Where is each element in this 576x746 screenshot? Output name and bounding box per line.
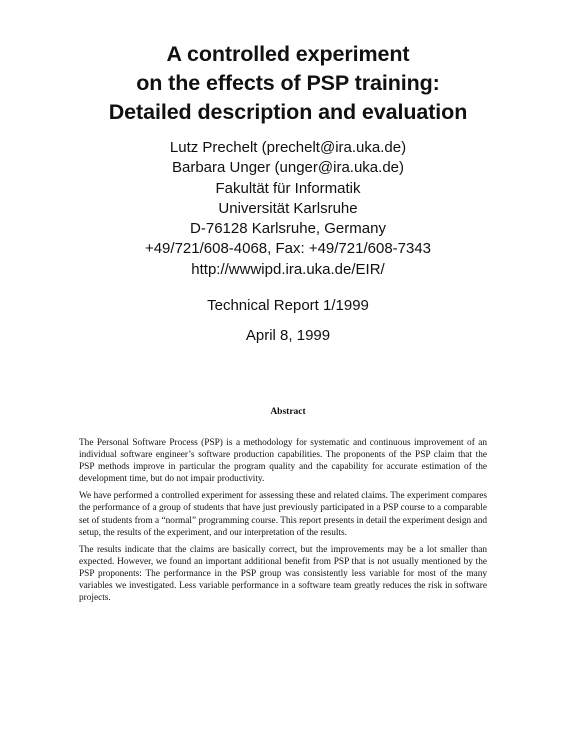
abstract-body [79,437,487,609]
abstract-paragraph-2: We have performed a controlled experiment for assessing these and related claims. The experiment compares the performance of a group of students that have just previously participated in a PSP course to a comparable set of students from a “normal” programming course. This report presents in detail the experiment design and setup, the results of the experiment, and our interpretation of the results. [79,491,487,538]
address: D-76128 Karlsruhe, Germany [190,220,386,238]
university: Universität Karlsruhe [218,199,358,217]
abstract-paragraph-1: The Personal Software Process (PSP) is a methodology for systematic and continuous improvement of an individual software engineer’s software production capabilities. The proponents of the PSP claim that the PSP methods improve in particular the program quality and the capability for accurate estimation of the development time, but do not impair productivity. [79,438,487,485]
paper-title [60,40,516,127]
abstract-paragraph-3: The results indicate that the claims are basically correct, but the improvements may be a lot smaller than expected. However, we found an important additional benefit from PSP that is not usually mentioned by the PSP proponents: The performance in the PSP group was consistently less variable for most of the many variables we investigated. Less variable performance in a software team greatly reduces the risk in software projects. [79,544,487,604]
report-date: April 8, 1999 [245,327,331,344]
abstract-heading: Abstract [270,407,306,417]
author-block [60,138,516,280]
phone-fax: +49/721/608-4068, Fax: +49/721/608-7343 [144,240,432,258]
author-prechelt: Lutz Prechelt (prechelt@ira.uka.de) [169,139,407,156]
report-number: Technical Report 1/1999 [207,297,369,314]
title-line-3: Detailed description and evaluation [108,100,468,124]
faculty: Fakultät für Informatik [215,179,361,197]
title-line-1: A controlled experiment [166,42,410,66]
title-line-2: on the effects of PSP training: [136,71,440,95]
website-url: http://wwwipd.ira.uka.de/EIR/ [191,260,385,278]
author-unger: Barbara Unger (unger@ira.uka.de) [171,159,404,177]
